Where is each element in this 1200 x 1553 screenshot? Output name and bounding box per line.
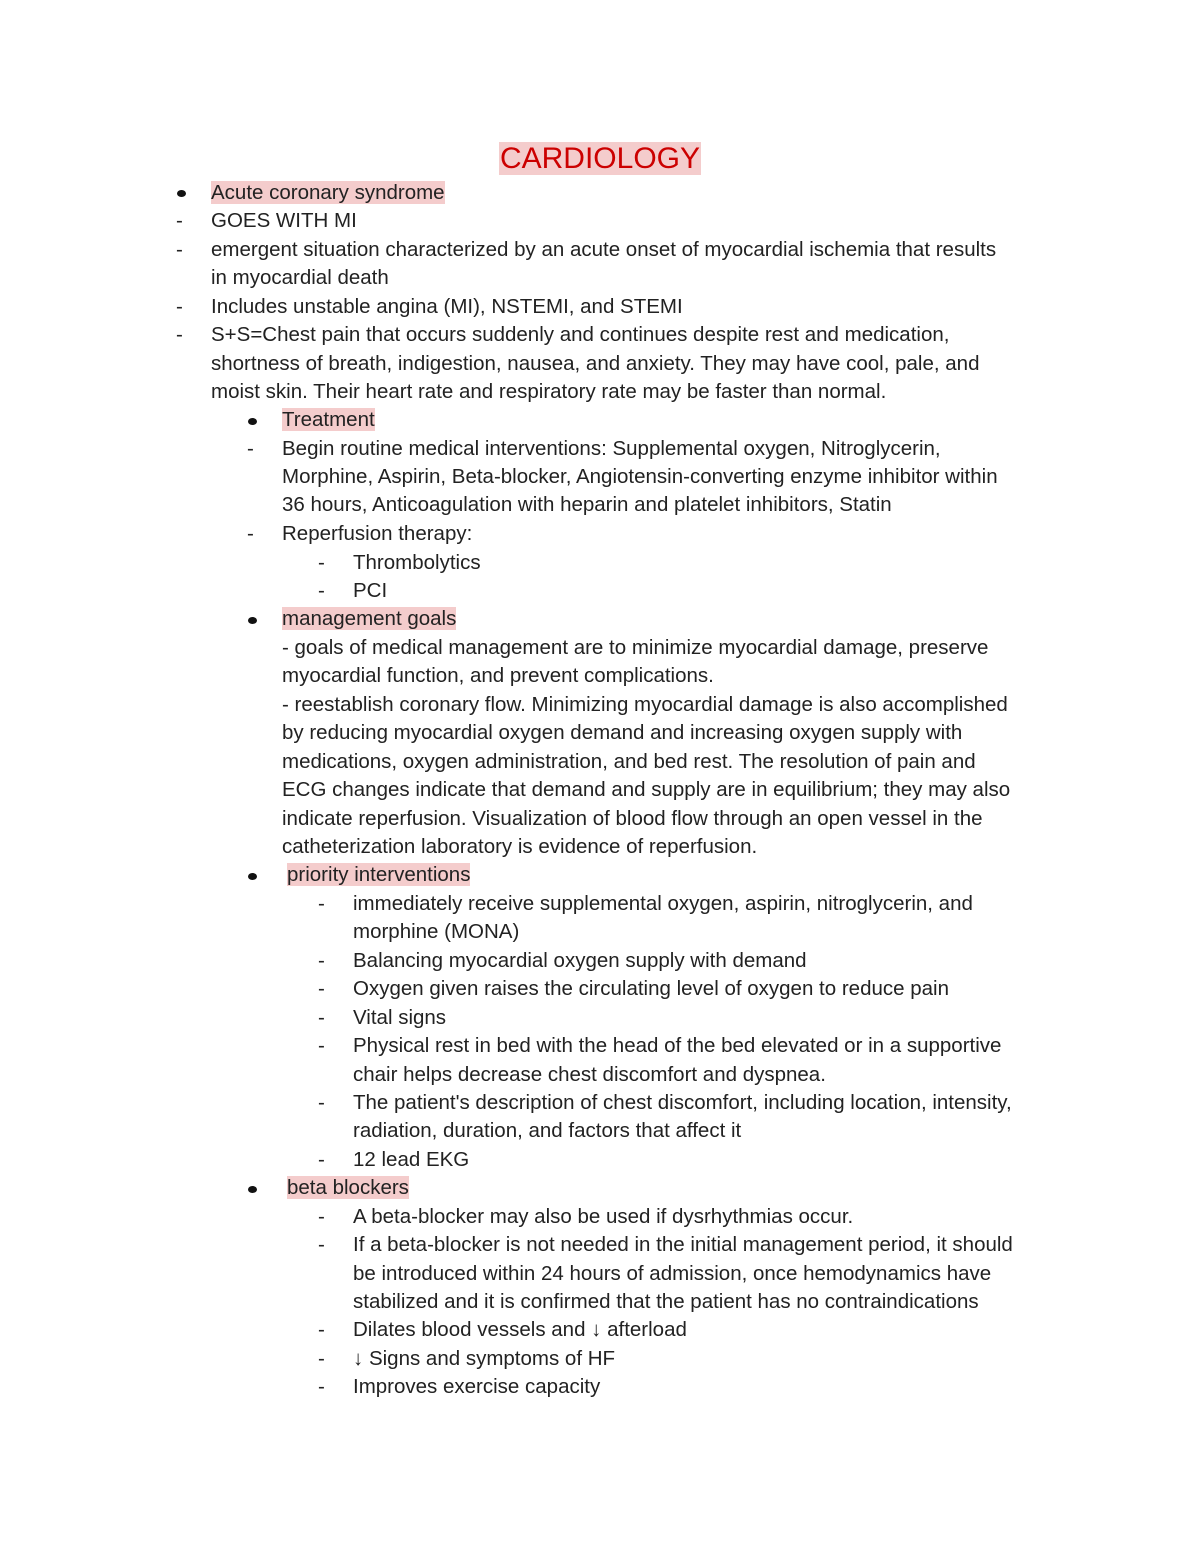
beta-item-2c: stabilized and it is confirmed that the patient has no contraindications (353, 1290, 979, 1313)
goals-heading (282, 605, 456, 633)
goals-line-2c: medications, oxygen administration, and bed rest. The resolution of pain and (282, 750, 976, 773)
dash-marker: - (318, 551, 325, 574)
dash-marker: - (318, 579, 325, 602)
dash-marker: - (318, 1006, 325, 1029)
treatment-line-1b: Morphine, Aspirin, Beta-blocker, Angiotensin-converting enzyme inhibitor within (282, 465, 998, 488)
dash-marker: - (318, 1034, 325, 1057)
beta-item-5: Improves exercise capacity (353, 1375, 601, 1398)
priority-item-6b: radiation, duration, and factors that affect it (353, 1119, 742, 1142)
priority-item-3: Oxygen given raises the circulating level of oxygen to reduce pain (353, 977, 949, 1000)
acs-heading-text: Acute coronary syndrome (211, 181, 445, 204)
dash-marker: - (247, 522, 254, 545)
acs-line-2b: in myocardial death (211, 266, 389, 289)
dash-marker: - (318, 1148, 325, 1171)
priority-item-6a: The patient's description of chest discomfort, including location, intensity, (353, 1091, 1012, 1114)
priority-item-2: Balancing myocardial oxygen supply with demand (353, 949, 807, 972)
dash-marker: - (176, 209, 183, 232)
priority-heading (287, 861, 470, 889)
treatment-line-1c: 36 hours, Anticoagulation with heparin and platelet inhibitors, Statin (282, 493, 892, 516)
dash-marker: - (318, 1375, 325, 1398)
dash-marker: - (318, 1205, 325, 1228)
bullet-icon (248, 873, 257, 880)
goals-line-1a: - goals of medical management are to minimize myocardial damage, preserve (282, 636, 989, 659)
bullet-icon (248, 1186, 257, 1193)
priority-item-1b: morphine (MONA) (353, 920, 520, 943)
acs-line-4a: S+S=Chest pain that occurs suddenly and continues despite rest and medication, (211, 323, 950, 346)
treatment-heading-text: Treatment (282, 408, 375, 431)
beta-item-2b: be introduced within 24 hours of admission, once hemodynamics have (353, 1262, 992, 1285)
beta-item-2a: If a beta-blocker is not needed in the initial management period, it should (353, 1233, 1013, 1256)
goals-line-2d: ECG changes indicate that demand and supply are in equilibrium; they may also (282, 778, 1011, 801)
dash-marker: - (318, 949, 325, 972)
treatment-heading (282, 406, 375, 434)
dash-marker: - (176, 323, 183, 346)
goals-line-2b: by reducing myocardial oxygen demand and increasing oxygen supply with (282, 721, 963, 744)
treatment-line-1a: Begin routine medical interventions: Supplemental oxygen, Nitroglycerin, (282, 437, 941, 460)
goals-line-2e: indicate reperfusion. Visualization of blood flow through an open vessel in the (282, 807, 983, 830)
dash-marker: - (318, 1091, 325, 1114)
beta-heading-text: beta blockers (287, 1176, 409, 1199)
bullet-icon (248, 418, 257, 425)
bullet-icon (248, 617, 257, 624)
dash-marker: - (318, 892, 325, 915)
acs-line-2a: emergent situation characterized by an acute onset of myocardial ischemia that results (211, 238, 997, 261)
beta-item-1: A beta-blocker may also be used if dysrhythmias occur. (353, 1205, 854, 1228)
dash-marker: - (318, 1233, 325, 1256)
acs-line-4c: moist skin. Their heart rate and respiratory rate may be faster than normal. (211, 380, 887, 403)
bullet-icon (177, 190, 186, 197)
title-text: CARDIOLOGY (499, 142, 701, 175)
beta-item-3: Dilates blood vessels and ↓ afterload (353, 1318, 687, 1341)
goals-line-2f: catheterization laboratory is evidence of reperfusion. (282, 835, 758, 858)
priority-item-7: 12 lead EKG (353, 1148, 470, 1171)
priority-item-5a: Physical rest in bed with the head of the bed elevated or in a supportive (353, 1034, 1002, 1057)
dash-marker: - (318, 1347, 325, 1370)
document-title (0, 141, 1200, 177)
dash-marker: - (247, 437, 254, 460)
acs-heading (211, 179, 445, 207)
beta-item-4: ↓ Signs and symptoms of HF (353, 1347, 616, 1370)
priority-item-5b: chair helps decrease chest discomfort and dyspnea. (353, 1063, 826, 1086)
beta-heading (287, 1174, 409, 1202)
priority-item-1a: immediately receive supplemental oxygen, aspirin, nitroglycerin, and (353, 892, 973, 915)
goals-line-1b: myocardial function, and prevent complications. (282, 664, 714, 687)
priority-item-4: Vital signs (353, 1006, 447, 1029)
acs-line-1: GOES WITH MI (211, 209, 357, 232)
acs-line-3: Includes unstable angina (MI), NSTEMI, and STEMI (211, 295, 683, 318)
dash-marker: - (318, 1318, 325, 1341)
dash-marker: - (176, 238, 183, 261)
treatment-sub-1: Thrombolytics (353, 551, 481, 574)
dash-marker: - (318, 977, 325, 1000)
treatment-sub-2: PCI (353, 579, 388, 602)
priority-heading-text: priority interventions (287, 863, 471, 886)
dash-marker: - (176, 295, 183, 318)
goals-line-2a: - reestablish coronary flow. Minimizing myocardial damage is also accomplished (282, 693, 1008, 716)
acs-line-4b: shortness of breath, indigestion, nausea, and anxiety. They may have cool, pale, and (211, 352, 980, 375)
treatment-line-2: Reperfusion therapy: (282, 522, 473, 545)
goals-heading-text: management goals (282, 607, 457, 630)
